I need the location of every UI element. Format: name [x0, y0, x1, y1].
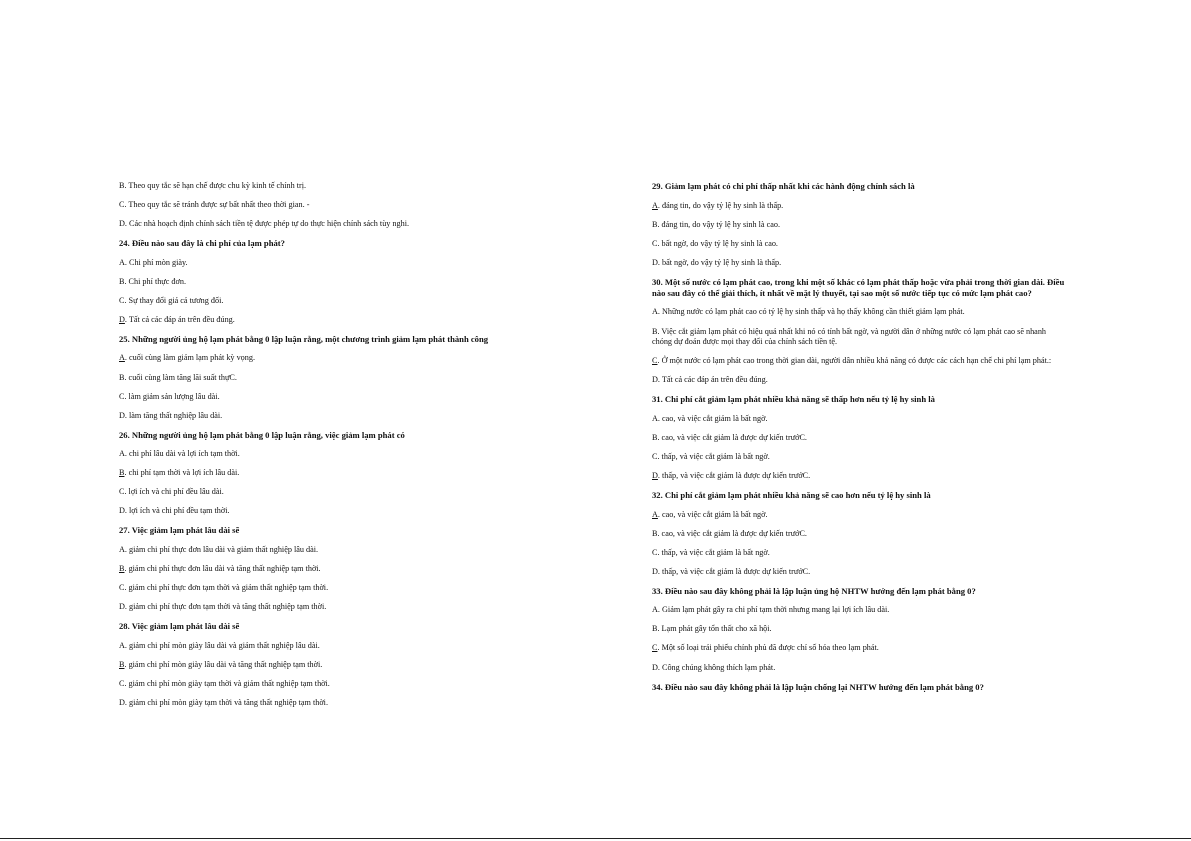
- question-text: 32. Chi phí cắt giảm lạm phát nhiều khả năng sẽ cao hơn nếu tỷ lệ hy sinh là: [652, 490, 931, 501]
- answer-letter: A: [652, 509, 658, 519]
- answer-letter: A: [652, 200, 658, 210]
- answer-option: D. Tất cả các đáp án trên đều đúng.: [652, 375, 768, 385]
- answer-text: . giảm chi phí mòn giày lâu dài và tăng thất nghiệp tạm thời.: [124, 659, 323, 669]
- answer-option: B. cao, và việc cắt giảm là được dự kiến trướC.: [652, 528, 807, 538]
- answer-option: C. thấp, và việc cắt giảm là bất ngờ.: [652, 451, 770, 461]
- answer-option: [119, 660, 539, 671]
- question-text: 26. Những người ủng hộ lạm phát bằng 0 lập luận rằng, việc giảm lạm phát có: [119, 429, 405, 440]
- answer-letter: D: [119, 314, 125, 324]
- answer-option: D. làm tăng thất nghiệp lâu dài.: [119, 410, 223, 420]
- answer-letter: C: [652, 356, 658, 366]
- left-column: [119, 181, 539, 717]
- answer-option: C. làm giảm sản lượng lâu dài.: [119, 391, 220, 401]
- right-column: [652, 181, 1067, 701]
- answer-option: [652, 643, 1067, 654]
- answer-option: D. giảm chi phí mòn giày tạm thời và tăng thất nghiệp tạm thời.: [119, 697, 328, 707]
- answer-option: A. Những nước có lạm phát cao có tỷ lệ hy sinh thấp và họ thấy không cần thiết giảm lạm phát.: [652, 307, 965, 317]
- answer-option: A. chi phí lâu dài và lợi ích tạm thời.: [119, 449, 240, 459]
- question-text: 29. Giảm lạm phát có chi phí thấp nhất khi các hành động chính sách là: [652, 181, 915, 191]
- answer-text: . giảm chi phí thực đơn lâu dài và tăng thất nghiệp tạm thời.: [124, 564, 321, 573]
- answer-option: C. Theo quy tắc sẽ tránh được sự bất nhất theo thời gian. -: [119, 200, 310, 210]
- answer-option: C. Sự thay đổi giá cả tương đối.: [119, 295, 224, 305]
- answer-option: C. lợi ích và chi phí đều lâu dài.: [119, 487, 224, 497]
- answer-option: [119, 315, 539, 326]
- answer-text: . Ở một nước có lạm phát cao trong thời gian dài, người dân nhiều khả năng có được các cách hạn chế chi phí lạm phát.:: [657, 356, 1052, 366]
- answer-option: D. lợi ích và chi phí đều tạm thời.: [119, 506, 230, 516]
- question-text: 25. Những người ủng hộ lạm phát bằng 0 lập luận rằng, một chương trình giảm lạm phát thành công: [119, 333, 489, 344]
- answer-option: [652, 201, 1067, 212]
- question-text: 30. Một số nước có lạm phát cao, trong khi một số khác có lạm phát thấp hoặc vừa phải trong thời gian dài. Điều nào sau đây có thể giải thích, ít nhất về mặt lý thuyết, tại sao một số nước tiếp tục có mức lạm phát cao?: [652, 276, 1065, 298]
- answer-option: A. giảm chi phí thực đơn lâu dài và giảm thất nghiệp lâu dài.: [119, 544, 319, 554]
- answer-text: . Tất cả các đáp án trên đều đúng.: [124, 314, 235, 324]
- answer-option: [652, 471, 1067, 482]
- answer-option: A. giảm chi phí mòn giày lâu dài và giảm thất nghiệp lâu dài.: [119, 640, 320, 650]
- answer-option: C. thấp, và việc cắt giảm là bất ngờ.: [652, 547, 770, 557]
- answer-letter: C: [652, 643, 658, 653]
- answer-option: [652, 356, 1067, 367]
- answer-letter: B: [119, 468, 125, 478]
- answer-option: C. bất ngờ, do vậy tỷ lệ hy sinh là cao.: [652, 238, 778, 248]
- answer-option: [652, 510, 1067, 521]
- question-text: 31. Chi phí cắt giảm lạm phát nhiều khả năng sẽ thấp hơn nếu tỷ lệ hy sinh là: [652, 394, 935, 405]
- answer-option: [119, 564, 539, 575]
- answer-text: . cao, và việc cắt giảm là bất ngờ.: [657, 509, 768, 519]
- answer-option: B. Theo quy tắc sẽ hạn chế được chu kỳ kinh tế chính trị.: [119, 181, 307, 190]
- answer-text: . thấp, và việc cắt giảm là được dự kiến trướC.: [657, 471, 811, 481]
- answer-option: A. Chi phí mòn giày.: [119, 257, 188, 267]
- answer-option: B. Lạm phát gây tổn thất cho xã hội.: [652, 624, 772, 634]
- answer-option: [119, 468, 539, 479]
- answer-letter: A: [119, 353, 125, 363]
- answer-text: . cuối cùng làm giảm lạm phát kỳ vọng.: [124, 353, 255, 363]
- answer-option: A. cao, và việc cắt giảm là bất ngờ.: [652, 413, 768, 423]
- answer-text: . đáng tin, do vậy tỷ lệ hy sinh là thấp.: [657, 200, 784, 210]
- answer-letter: D: [652, 471, 658, 481]
- answer-option: B. Chi phí thực đơn.: [119, 276, 186, 286]
- answer-option: D. Các nhà hoạch định chính sách tiền tệ được phép tự do thực hiện chính sách tùy nghi.: [119, 219, 410, 229]
- question-text: 34. Điều nào sau đây không phải là lập luận chống lại NHTW hướng đến lạm phát bằng 0?: [652, 681, 984, 692]
- page-bottom-rule: [0, 838, 1191, 839]
- answer-option: D. thấp, và việc cắt giảm là được dự kiến trướC.: [652, 566, 811, 576]
- answer-option: B. cuối cùng làm tăng lãi suất thựC.: [119, 372, 237, 382]
- answer-option: D. Công chúng không thích lạm phát.: [652, 662, 776, 672]
- answer-option: B. đáng tin, do vậy tỷ lệ hy sinh là cao.: [652, 219, 781, 229]
- answer-letter: B: [119, 564, 125, 573]
- question-text: 24. Điều nào sau đây là chi phí của lạm phát?: [119, 238, 285, 249]
- answer-option: D. bất ngờ, do vậy tỷ lệ hy sinh là thấp.: [652, 257, 782, 267]
- answer-option: B. cao, và việc cắt giảm là được dự kiến trướC.: [652, 432, 807, 442]
- answer-text: . Một số loại trái phiếu chính phủ đã được chỉ số hóa theo lạm phát.: [657, 643, 879, 653]
- answer-text: . chi phí tạm thời và lợi ích lâu dài.: [124, 468, 240, 478]
- answer-option: B. Việc cắt giảm lạm phát có hiệu quả nhất khi nó có tính bất ngờ, và người dân ở những nước có lạm phát cao sẽ nhanh chóng dự đoán được mọi thay đổi của chính sách tiền tệ.: [652, 326, 1047, 347]
- question-text: 28. Việc giảm lạm phát lâu dài sẽ: [119, 621, 240, 632]
- answer-option: C. giảm chi phí mòn giày tạm thời và giảm thất nghiệp tạm thời.: [119, 678, 330, 688]
- answer-option: A. Giảm lạm phát gây ra chi phí tạm thời nhưng mang lại lợi ích lâu dài.: [652, 605, 890, 615]
- question-text: 27. Việc giảm lạm phát lâu dài sẽ: [119, 525, 240, 536]
- answer-letter: B: [119, 659, 125, 669]
- answer-option: [119, 353, 539, 364]
- answer-option: C. giảm chi phí thực đơn tạm thời và giảm thất nghiệp tạm thời.: [119, 583, 329, 593]
- answer-option: D. giảm chi phí thực đơn tạm thời và tăng thất nghiệp tạm thời.: [119, 602, 327, 612]
- question-text: 33. Điều nào sau đây không phải là lập luận ủng hộ NHTW hướng đến lạm phát bằng 0?: [652, 585, 976, 596]
